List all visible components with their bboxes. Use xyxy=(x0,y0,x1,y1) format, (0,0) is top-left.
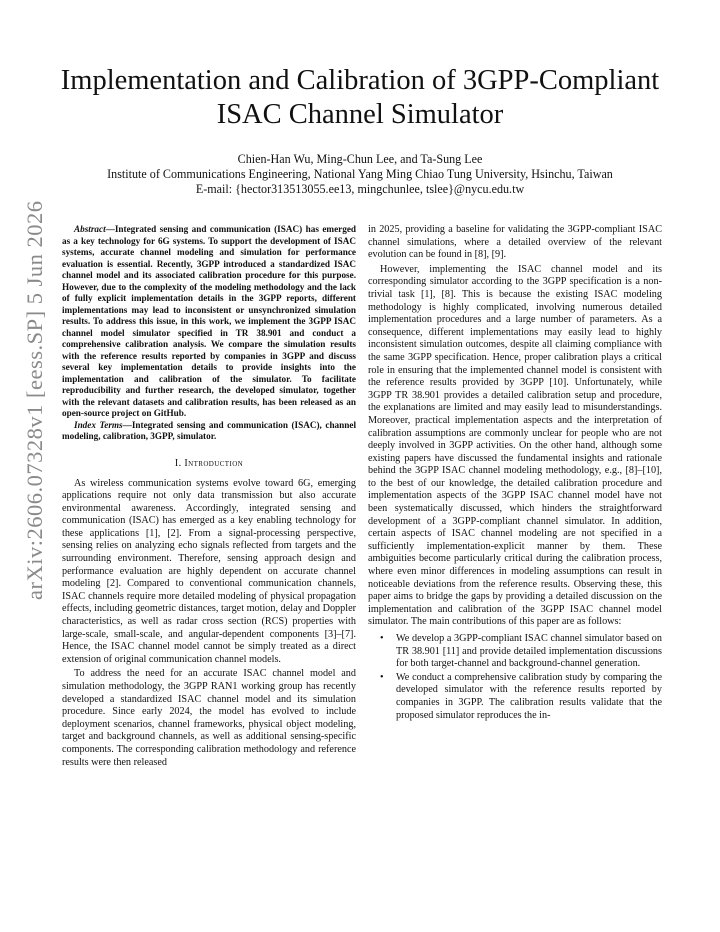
intro-paragraph-2-continued: in 2025, providing a baseline for validating the 3GPP-compliant ISAC channel simulations, where a detailed overview of the relevant evolution can be found in [8], [9]. xyxy=(368,224,662,261)
author-block xyxy=(40,152,680,197)
author-affiliation: Institute of Communications Engineering, National Yang Ming Chiao Tung University, Hsinchu, Taiwan xyxy=(107,167,613,181)
index-terms-text: —Integrated sensing and communication (ISAC), channel modeling, calibration, 3GPP, simulator. xyxy=(62,419,357,441)
arxiv-watermark: arXiv:2606.07328v1 [eess.SP] 5 Jun 2026 xyxy=(22,200,47,600)
author-names: Chien-Han Wu, Ming-Chun Lee, and Ta-Sung Lee xyxy=(237,152,483,166)
contribution-text: We develop a 3GPP-compliant ISAC channel simulator based on TR 38.901 [11] and provide detailed implementation discussions for both target-channel and background-channel generation. xyxy=(396,633,662,670)
bullet-icon: • xyxy=(380,671,384,683)
contribution-text: We conduct a comprehensive calibration study by comparing the developed simulator with the reference results reported by companies in 3GPP. The calibration results validate that the proposed simulator reproduces the in- xyxy=(396,671,662,721)
intro-paragraph-3: However, implementing the ISAC channel model and its corresponding simulator according to the 3GPP specification is a non-trivial task [1], [8]. This is because the existing ISAC modeling methodology is highly complicated, involving numerous detailed implementation procedures and a large number of parameters. As a consequence, different implementations may easily lead to highly inconsistent simulation outcomes, despite all claiming compliance with the same 3GPP specification. Hence, proper calibration plays a critical role in ensuring that the implemented channel model is consistent with the reference results provided by 3GPP [10]. Unfortunately, while 3GPP TR 38.901 provides a detailed calibration setup and procedure, the explanations are limited and may easily lead to misunderstandings. Moreover, practical implementation aspects and the interpretation of calibration assumptions are commonly unclear for people who are not deeply involved in 3GPP activities. On the other hand, although some existing papers have discussed the fundamental insights and rationale behind the 3GPP ISAC channel modeling methodology, e.g., [8]–[10], to the best of our knowledge, the detailed calibration procedure and implementation aspects of the 3GPP ISAC channel model have not been systematically discussed, which hinders the straightforward development of a 3GPP-compliant channel simulator. In addition, certain aspects of ISAC channel modeling are not specified in a sufficiently implementation-explicit manner by them. These ambiguities become particularly critical during the calibration process, where even minor differences in modeling assumptions can result in noticeable deviations from the reference results. Observing these, this paper aims to bridge the gaps by providing a detailed discussion on the implementation and calibration of the 3GPP ISAC channel model simulator. The main contributions of this paper are as follows: xyxy=(368,263,662,628)
intro-paragraph-1: As wireless communication systems evolve toward 6G, emerging applications require not only data transmission but also accurate environmental awareness. Accordingly, integrated sensing and communication (ISAC) has emerged as a key enabling technology for these applications [1], [2]. From a signal-processing perspective, sensing relies on analyzing echo signals reflected from targets and the surrounding environment. Therefore, sensing approach design and performance evaluation are highly dependent on accurate channel modeling [2]. Compared to conventional communication channels, ISAC channels require more detailed modeling of physical propagation effects, including geometric distances, target motion, delay and Doppler characteristics, as well as radar cross section (RCS) properties with large-scale, small-scale, and angular-dependent components [3]–[7]. Hence, the ISAC channel model cannot be simply treated as a direct extension of original communication channel models. xyxy=(62,477,356,665)
left-column xyxy=(62,224,356,769)
author-email: E-mail: {hector313513055.ee13, mingchunlee, tslee}@nycu.edu.tw xyxy=(195,182,525,196)
bullet-icon: • xyxy=(380,633,384,644)
abstract-lead: Abstract xyxy=(74,224,106,234)
contribution-item xyxy=(380,672,662,722)
paper-title: Implementation and Calibration of 3GPP-Compliant ISAC Channel Simulator xyxy=(60,65,660,130)
contribution-item xyxy=(380,633,662,671)
abstract-text: —Integrated sensing and communication (ISAC) has emerged as a key technology for 6G systems. To support the development of ISAC systems, accurate channel modeling and simulation for performance evaluation is essential. Recently, 3GPP introduced a standardized ISAC channel model and its associated calibration procedure for this purpose. However, due to the complexity of the modeling methodology and the lack of fully explicit implementation details in the 3GPP reports, different implementations may lead to inconsistent or unsynchronized simulation results. To address this issue, in this work, we implement the 3GPP ISAC channel model simulator specified in TR 38.901 and conduct a comprehensive calibration analysis. We compare the simulation results with the reference results reported by companies in 3GPP and discuss several key implementation details to provide insights into the implementation and calibration of the simulator. To facilitate reproducibility and further research, the developed simulator, together with the relevant datasets and calibration results, has been released as an open-source project on GitHub. xyxy=(62,224,356,418)
index-terms-lead: Index Terms xyxy=(74,419,123,430)
abstract xyxy=(62,224,356,420)
right-column xyxy=(368,224,662,723)
section-heading-introduction: I. Introduction xyxy=(174,457,244,469)
index-terms xyxy=(62,420,356,443)
contributions-list xyxy=(368,633,662,722)
intro-paragraph-2: To address the need for an accurate ISAC channel model and simulation methodology, the 3GPP RAN1 working group has recently developed a standardized ISAC channel model and its simulation procedure. Since early 2024, the model has evolved to include deployment scenarios, channel frameworks, physical object modeling, target and background channels, as well as additional sensing-specific components. The corresponding calibration methodology and reference results were then released xyxy=(62,668,356,768)
